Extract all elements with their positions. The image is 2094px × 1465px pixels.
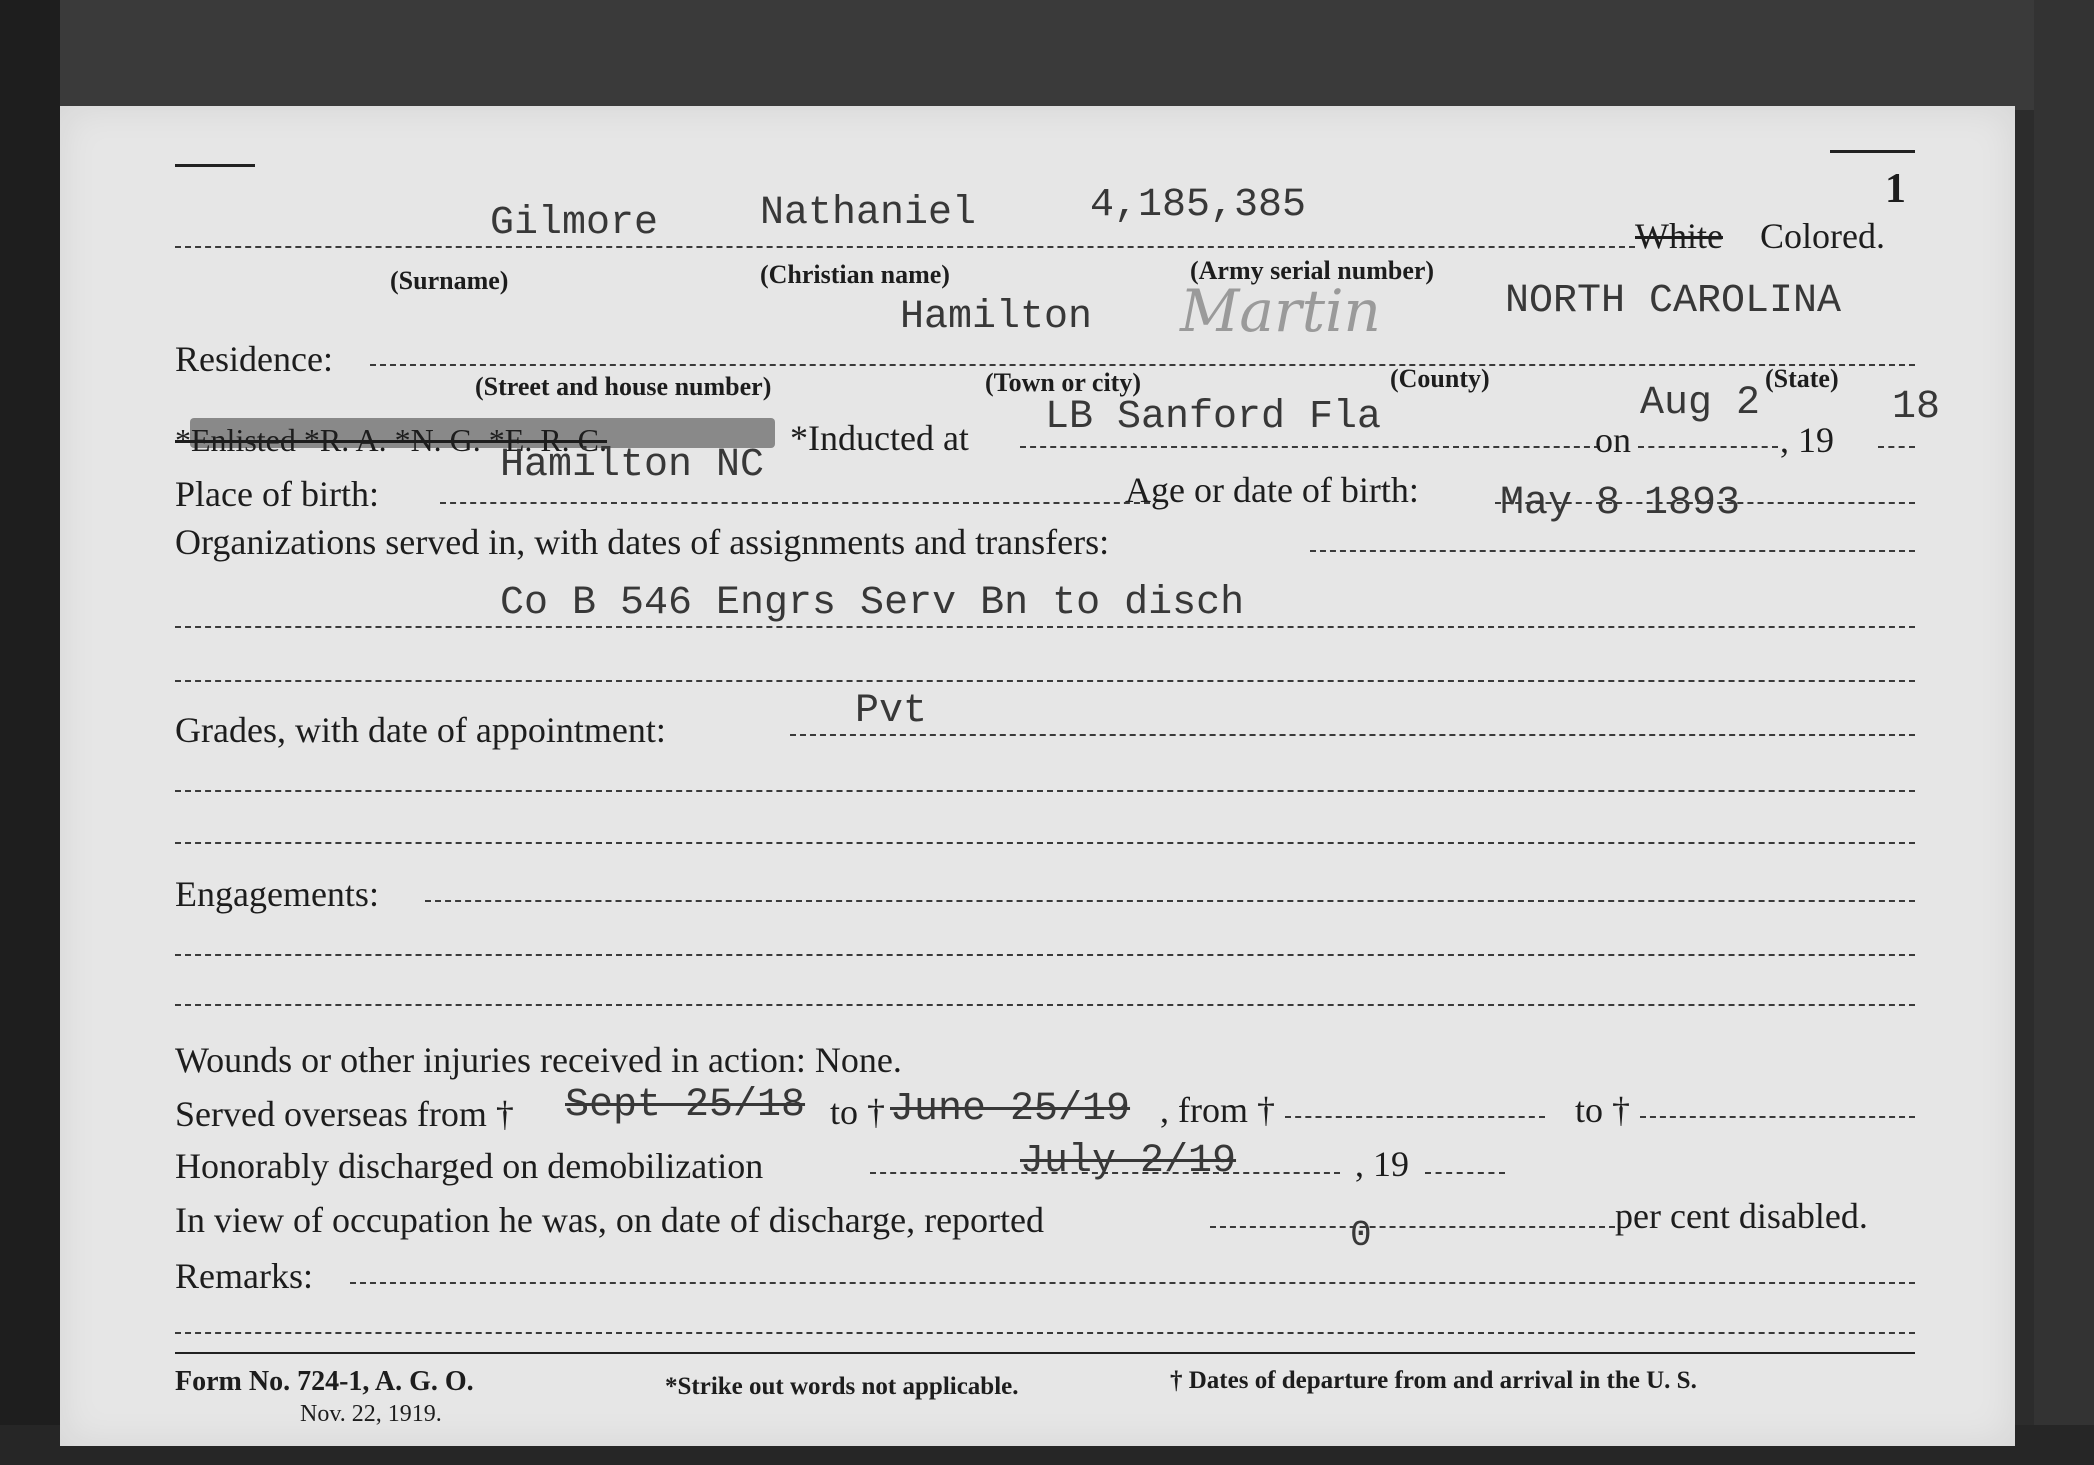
residence-label: Residence: <box>175 339 333 379</box>
footnote-strike-out: *Strike out words not applicable. <box>665 1373 1019 1400</box>
disabled-label: per cent disabled. <box>1615 1196 1868 1236</box>
wounds-label: Wounds or other injuries received in action: None. <box>175 1040 902 1080</box>
caption-christian-name: (Christian name) <box>760 260 950 289</box>
enlisted-options-struck: *Enlisted *R. A. *N. G. *E. R. C. <box>175 422 608 458</box>
footnote-dates: † Dates of departure from and arrival in the U. S. <box>1170 1367 1697 1394</box>
disabled-line <box>1210 1226 1615 1228</box>
overseas-to-value: June 25/19 <box>890 1087 1131 1132</box>
organizations-value: Co B 546 Engrs Serv Bn to disch <box>500 581 1245 626</box>
inducted-year-value: 18 <box>1892 385 1941 430</box>
overseas-label: Served overseas from † <box>175 1094 514 1134</box>
grades-line-1 <box>790 734 1915 736</box>
background-right <box>2034 0 2094 1465</box>
surname-value: Gilmore <box>490 201 659 246</box>
engagements-label: Engagements: <box>175 874 379 914</box>
on-label: on <box>1595 420 1631 460</box>
birthplace-line <box>440 502 1150 504</box>
age-label: Age or date of birth: <box>1125 470 1419 510</box>
overseas-from-label-2: , from † <box>1160 1090 1275 1130</box>
top-left-rule <box>175 164 255 167</box>
caption-town: (Town or city) <box>985 368 1141 397</box>
serial-number-value: 4,185,385 <box>1090 183 1307 228</box>
engagements-line-3 <box>175 1004 1915 1006</box>
background-left <box>0 0 60 1465</box>
name-line <box>175 246 1635 248</box>
inducted-label: *Inducted at <box>790 418 969 458</box>
disabled-value: 0 <box>1350 1215 1372 1256</box>
birth-date-value: May 8 1893 <box>1500 481 1741 526</box>
overseas-to-line-2 <box>1640 1116 1915 1118</box>
organizations-line-2 <box>175 626 1915 628</box>
engagements-line-2 <box>175 954 1915 956</box>
grades-line-3 <box>175 842 1915 844</box>
inducted-date-line <box>1638 446 1778 448</box>
overseas-to-label-2: to † <box>1575 1090 1631 1130</box>
caption-street: (Street and house number) <box>475 372 772 401</box>
top-right-rule <box>1830 150 1915 153</box>
page-number: 1 <box>1885 166 1906 212</box>
discharge-label: Honorably discharged on demobilization <box>175 1146 764 1186</box>
form-number: Form No. 724-1, A. G. O. <box>175 1366 474 1397</box>
race-colored: Colored. <box>1760 216 1885 256</box>
background-top <box>0 0 2094 110</box>
discharge-date-value: July 2/19 <box>1020 1139 1237 1184</box>
caption-surname: (Surname) <box>390 266 509 295</box>
inducted-at-line <box>1020 446 1600 448</box>
grades-line-2 <box>175 790 1915 792</box>
caption-serial-number: (Army serial number) <box>1190 256 1435 285</box>
discharge-year-prefix: , 19 <box>1355 1144 1409 1184</box>
county-value-handwritten: Martin <box>1180 277 1381 345</box>
overseas-from-value: Sept 25/18 <box>565 1083 806 1128</box>
inducted-year-line <box>1878 446 1915 448</box>
service-record-card <box>60 106 2015 1446</box>
grades-label: Grades, with date of appointment: <box>175 710 666 750</box>
form-date: Nov. 22, 1919. <box>300 1401 442 1427</box>
inducted-date-value: Aug 2 <box>1640 381 1761 426</box>
organizations-label: Organizations served in, with dates of assignments and transfers: <box>175 522 1110 562</box>
overseas-from-line-2 <box>1285 1116 1545 1118</box>
remarks-line-2 <box>175 1332 1915 1334</box>
organizations-line-3 <box>175 680 1915 682</box>
occupation-label: In view of occupation he was, on date of discharge, reported <box>175 1200 1045 1240</box>
engagements-line-1 <box>425 900 1915 902</box>
organizations-line-1 <box>1310 550 1915 552</box>
inducted-at-value: LB Sanford Fla <box>1045 395 1382 440</box>
remarks-line-1 <box>350 1282 1915 1284</box>
christian-name-value: Nathaniel <box>760 191 977 236</box>
grade-value: Pvt <box>855 689 928 734</box>
birthplace-value: Hamilton NC <box>500 443 765 488</box>
birth-date-line <box>1495 502 1915 504</box>
discharge-year-line <box>1425 1172 1505 1174</box>
caption-county: (County) <box>1390 364 1490 393</box>
birthplace-label: Place of birth: <box>175 474 379 514</box>
footer-rule <box>175 1352 1915 1354</box>
overseas-to-label: to † <box>830 1092 886 1132</box>
caption-state: (State) <box>1765 364 1839 393</box>
state-value: NORTH CAROLINA <box>1505 279 1842 324</box>
year-prefix: , 19 <box>1780 420 1834 460</box>
race-white-struck: White <box>1635 216 1723 256</box>
remarks-label: Remarks: <box>175 1256 313 1296</box>
residence-line <box>370 364 1915 366</box>
town-value: Hamilton <box>900 295 1093 340</box>
